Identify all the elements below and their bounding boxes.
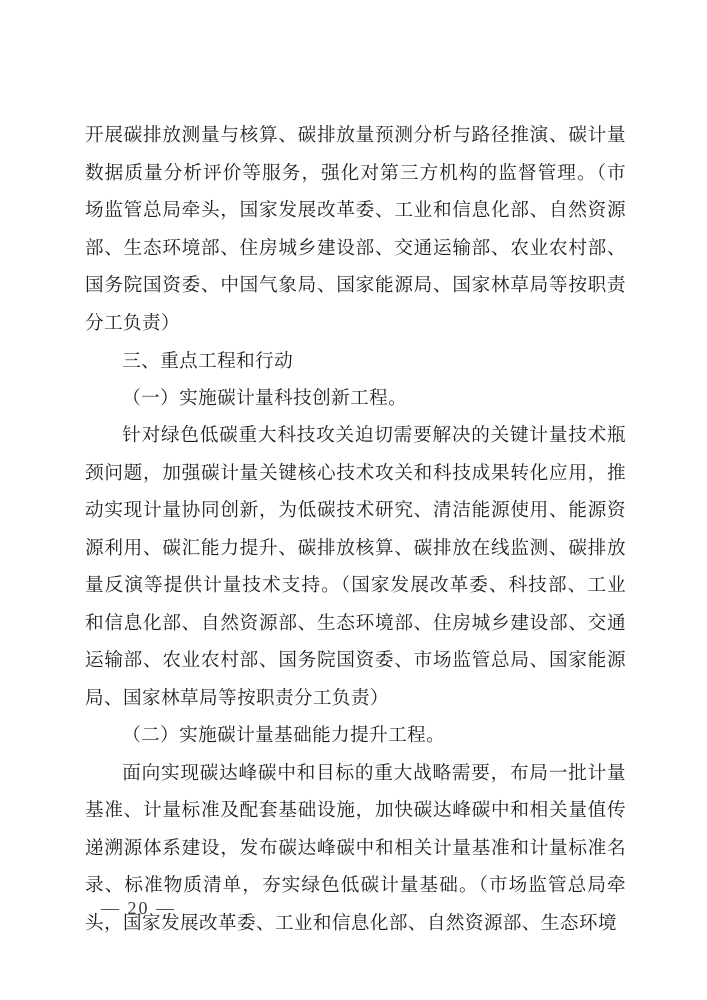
paragraph-science-innovation: 针对绿色低碳重大科技攻关迫切需要解决的关键计量技术瓶颈问题，加强碳计量关键核心技术攻关和科技成果转化应用，推动实现计量协同创新，为低碳技术研究、清洁能源使用、能源资源利用、碳汇能力提升、碳排放核算、碳排放在线监测、碳排放量反演等提供计量技术支持。（国家发展改革委、科技部、工业和信息化部、自然资源部、生态环境部、住房城乡建设部、交通运输部、农业农村部、国务院国资委、市场监管总局、国家能源局、国家林草局等按职责分工负责） <box>85 425 626 709</box>
paragraph-continuation: 开展碳排放测量与核算、碳排放量预测分析与路径推演、碳计量数据质量分析评价等服务，强化对第三方机构的监督管理。（市场监管总局牵头，国家发展改革委、工业和信息化部、自然资源部、生态环境部、住房城乡建设部、交通运输部、农业农村部、国务院国资委、中国气象局、国家能源局、国家林草局等按职责分工负责） <box>85 125 626 334</box>
paragraph-capacity-building: 面向实现碳达峰碳中和目标的重大战略需要，布局一批计量基准、计量标准及配套基础设施，加快碳达峰碳中和相关量值传递溯源体系建设，发布碳达峰碳中和相关计量基准和计量标准名录、标准物质清单，夯实绿色低碳计量基础。（市场监管总局牵头，国家发展改革委、工业和信息化部、自然资源部、生态环境 <box>85 762 626 934</box>
page-number: — 20 — <box>101 898 176 918</box>
document-body <box>85 117 626 942</box>
subsection-heading-2: （二）实施碳计量基础能力提升工程。 <box>122 725 446 746</box>
section-heading-key-projects: 三、重点工程和行动 <box>122 350 294 371</box>
subsection-heading-1: （一）实施碳计量科技创新工程。 <box>122 387 408 409</box>
